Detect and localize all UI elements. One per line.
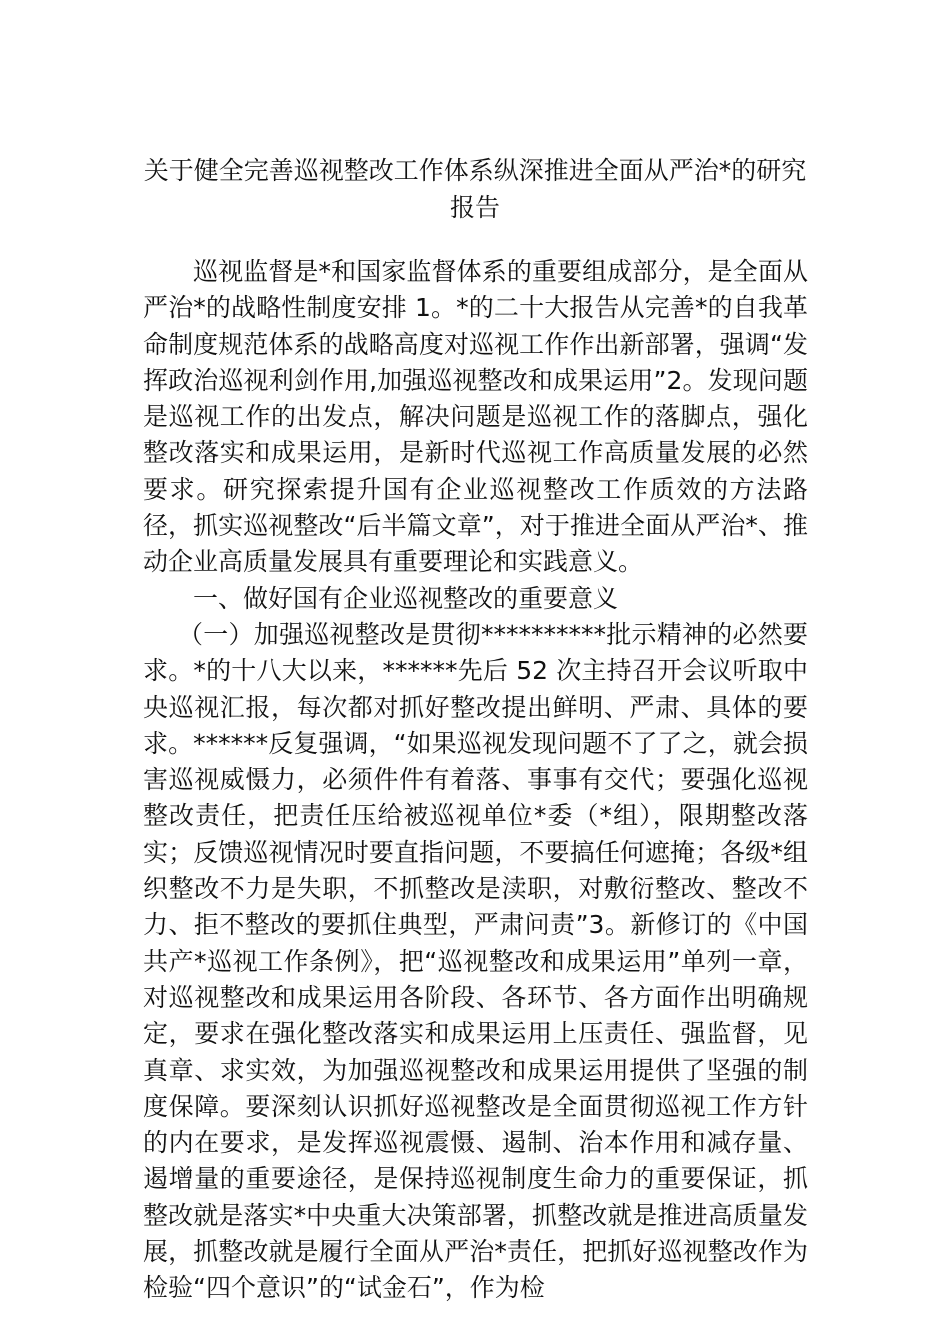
section-heading: 一、做好国有企业巡视整改的重要意义 [193,583,619,613]
subsection-paragraph: （一）加强巡视整改是贯彻**********批示精神的必然要求。*的十八大以来，******先后 52 次主持召开会议听取中央巡视汇报，每次都对抓好整改提出鲜明、严肃、具体的要求。******反复强调，“如果巡视发现问题不了了之，就会损害巡视威慑力，必须件件有着落、事事有交代；要强化巡视整改责任，把责任压给被巡视单位*委（*组），限期整改落实；反馈巡视情况时要直指问题，不要搞任何遮掩；各级*组织整改不力是失职，不抓整改是渎职，对敷衍整改、整改不力、拒不整改的要抓住典型，严肃问责”3。新修订的《中国共产*巡视工作条例》，把“巡视整改和成果运用”单列一章，对巡视整改和成果运用各阶段、各环节、各方面作出明确规定，要求在强化整改落实和成果运用上压责任、强监督，见真章、求实效，为加强巡视整改和成果运用提供了坚强的制度保障。要深刻认识抓好巡视整改是全面贯彻巡视工作方针的内在要求，是发挥巡视震慑、遏制、治本作用和减存量、遏增量的重要途径，是保持巡视制度生命力的重要保证，抓整改就是落实*中央重大决策部署，抓整改就是推进高质量发展，抓整改就是履行全面从严治*责任，把抓好巡视整改作为检验“四个意识”的“试金石”，作为检 [143,619,808,1303]
document-title: 关于健全完善巡视整改工作体系纵深推进全面从严治*的研究报告 [143,156,807,222]
document-body [143,254,808,1307]
intro-paragraph: 巡视监督是*和国家监督体系的重要组成部分，是全面从严治*的战略性制度安排 1。*的二十大报告从完善*的自我革命制度规范体系的战略高度对巡视工作作出新部署，强调“发挥政治巡视利剑作用,加强巡视整改和成果运用”2。发现问题是巡视工作的出发点，解决问题是巡视工作的落脚点，强化整改落实和成果运用，是新时代巡视工作高质量发展的必然要求。研究探索提升国有企业巡视整改工作质效的方法路径，抓实巡视整改“后半篇文章”，对于推进全面从严治*、推动企业高质量发展具有重要理论和实践意义。 [143,257,808,577]
